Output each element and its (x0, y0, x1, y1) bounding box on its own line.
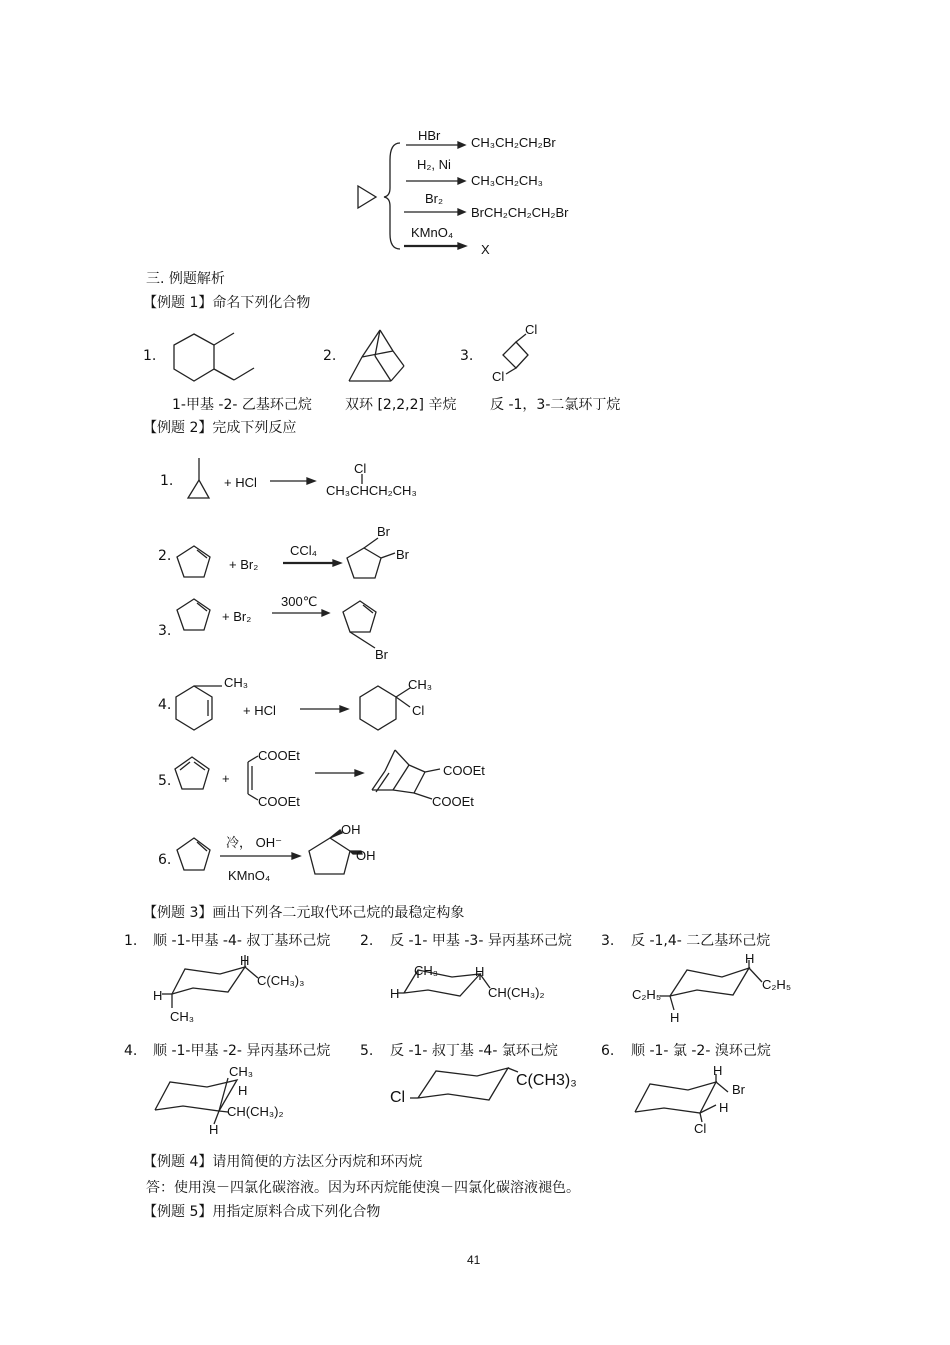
ex2-r5-c2: COOEt (258, 794, 300, 809)
ex3-chair-3 (660, 960, 762, 1010)
ex3-title: 【例题 3】画出下列各二元取代环己烷的最稳定构象 (143, 905, 465, 921)
c2-sub-r: CH(CH₃)₂ (488, 985, 545, 1000)
ex2-r5-p1: COOEt (443, 763, 485, 778)
intro-reagent-1: HBr (418, 128, 441, 143)
ex3-item-1-name: 顺 -1-甲基 -4- 叔丁基环己烷 (153, 933, 331, 949)
ex2-r5-p2: COOEt (432, 794, 474, 809)
c2-h-left: H (390, 986, 400, 1001)
ex2-r5-plus: + (222, 771, 230, 786)
ex1-cyclobutane (503, 334, 528, 374)
intro-reagent-2: H₂, Ni (417, 157, 451, 172)
ex2-r6-num: 6. (158, 852, 172, 868)
ex3-item-4-num: 4. (124, 1043, 138, 1059)
c4-sub-t: CH₃ (229, 1064, 254, 1079)
intro-cyclopropane (358, 186, 376, 208)
ex5-title: 【例题 5】用指定原料合成下列化合物 (143, 1204, 381, 1220)
c1-sub-r: C(CH₃)₃ (257, 973, 305, 988)
ex2-r4-methylcyclohexene (176, 686, 410, 730)
ex2-r2-cyclopentene (177, 538, 395, 578)
c6-h-r: H (719, 1100, 729, 1115)
ex3-item-5-name: 反 -1- 叔丁基 -4- 氯环己烷 (390, 1043, 558, 1059)
c6-cl: Cl (694, 1121, 707, 1136)
ex2-r1-reagent: + HCl (224, 475, 257, 490)
ex2-r1-num: 1. (160, 473, 174, 489)
ex1-title: 【例题 1】命名下列化合物 (143, 295, 311, 311)
ex1-bicyclooctane (349, 330, 404, 381)
ex2-r4-cl: Cl (412, 703, 425, 718)
ex2-r6-cond-top: 冷， OH⁻ (226, 835, 282, 850)
intro-product-2: CH₃CH₂CH₃ (471, 173, 543, 188)
intro-brace (384, 143, 400, 249)
ex2-r5-num: 5. (158, 773, 172, 789)
c4-sub-r: CH(CH₃)₂ (227, 1104, 284, 1119)
section-title: 三. 例题解析 (146, 271, 225, 287)
ex3-item-2-name: 反 -1- 甲基 -3- 异丙基环己烷 (390, 933, 572, 949)
intro-product-4: X (481, 242, 490, 257)
ex1-cyclohexane (174, 333, 254, 381)
ex2-r4-reagent: + HCl (243, 703, 276, 718)
ex2-r1-product: CH₃CHCH₂CH₃ (326, 483, 417, 498)
ex2-r3-cyclopentene (177, 599, 376, 648)
ex3-item-3-name: 反 -1,4- 二乙基环己烷 (631, 933, 771, 949)
ex2-r4-num: 4. (158, 697, 172, 713)
c3-sub-r: C₂H₅ (762, 977, 792, 992)
c3-h-b: H (670, 1010, 680, 1025)
ex2-r1-cl: Cl (354, 461, 367, 476)
c5-sub-l: Cl (390, 1089, 406, 1106)
ex2-r3-cond: 300℃ (281, 594, 318, 609)
ex3-item-5-num: 5. (360, 1043, 374, 1059)
ex2-r3-br: Br (375, 647, 388, 662)
ex4-answer: 答：使用溴－四氯化碳溶液。因为环丙烷能使溴－四氯化碳溶液褪色。 (146, 1180, 580, 1196)
ex2-title: 【例题 2】完成下列反应 (143, 420, 297, 436)
ex1-name-2: 双环 [2,2,2] 辛烷 (345, 397, 457, 413)
ex2-r4-ch3-b: CH₃ (408, 677, 433, 692)
ex1-cl-top: Cl (525, 322, 538, 337)
c3-h-top: H (745, 951, 755, 966)
ex3-chair-4 (155, 1078, 237, 1124)
ex2-r3-num: 3. (158, 623, 172, 639)
c1-sub-b: CH₃ (170, 1009, 195, 1024)
ex1-num-1: 1. (143, 348, 157, 364)
ex3-item-3-num: 3. (601, 933, 615, 949)
ex1-num-3: 3. (460, 348, 474, 364)
ex1-num-2: 2. (323, 348, 337, 364)
ex2-r3-reagent: + Br₂ (222, 609, 252, 624)
c6-h-t: H (713, 1063, 723, 1078)
ex3-item-2-num: 2. (360, 933, 374, 949)
c1-h-top: H (240, 953, 250, 968)
page-number: 41 (467, 1253, 481, 1267)
c6-br: Br (732, 1082, 745, 1097)
c5-sub-r: C(CH3)₃ (516, 1072, 577, 1089)
intro-product-1: CH₃CH₂CH₂Br (471, 135, 556, 150)
ex2-r6-oh1: OH (341, 822, 361, 837)
ex2-r2-br1: Br (377, 524, 390, 539)
ex2-r2-cond: CCl₄ (290, 543, 317, 558)
ex2-r4-ch3-a: CH₃ (224, 675, 249, 690)
c2-sub-t: CH₃ (414, 963, 439, 978)
ex1-name-1: 1-甲基 -2- 乙基环己烷 (172, 397, 312, 413)
ex1-name-3: 反 -1，3-二氯环丁烷 (490, 397, 621, 413)
ex3-item-6-num: 6. (601, 1043, 615, 1059)
ex1-cl-bottom: Cl (492, 369, 505, 384)
ex2-r6-oh2: OH (356, 848, 376, 863)
ex3-item-6-name: 顺 -1- 氯 -2- 溴环己烷 (631, 1043, 771, 1059)
ex4-title: 【例题 4】请用简便的方法区分丙烷和环丙烷 (143, 1154, 423, 1170)
c3-sub-l: C₂H₅ (632, 987, 662, 1002)
c1-h-left: H (153, 988, 163, 1003)
ex2-r2-num: 2. (158, 548, 172, 564)
c4-h-t: H (238, 1083, 248, 1098)
ex3-item-4-name: 顺 -1-甲基 -2- 异丙基环己烷 (153, 1043, 331, 1059)
c4-h-b: H (209, 1122, 219, 1137)
ex3-item-1-num: 1. (124, 933, 138, 949)
intro-product-3: BrCH₂CH₂CH₂Br (471, 205, 569, 220)
intro-reagent-4: KMnO₄ (411, 225, 454, 240)
ex3-chair-6 (635, 1074, 728, 1122)
ex2-r2-reagent: + Br₂ (229, 557, 259, 572)
intro-reagent-3: Br₂ (425, 191, 444, 206)
ex3-chair-5 (410, 1068, 518, 1100)
ex2-r5-cyclopentadiene (175, 750, 440, 800)
c2-h-t: H (475, 964, 485, 979)
ex2-r5-c1: COOEt (258, 748, 300, 763)
ex2-r2-br2: Br (396, 547, 409, 562)
ex2-r6-cond-bottom: KMnO₄ (228, 868, 271, 883)
